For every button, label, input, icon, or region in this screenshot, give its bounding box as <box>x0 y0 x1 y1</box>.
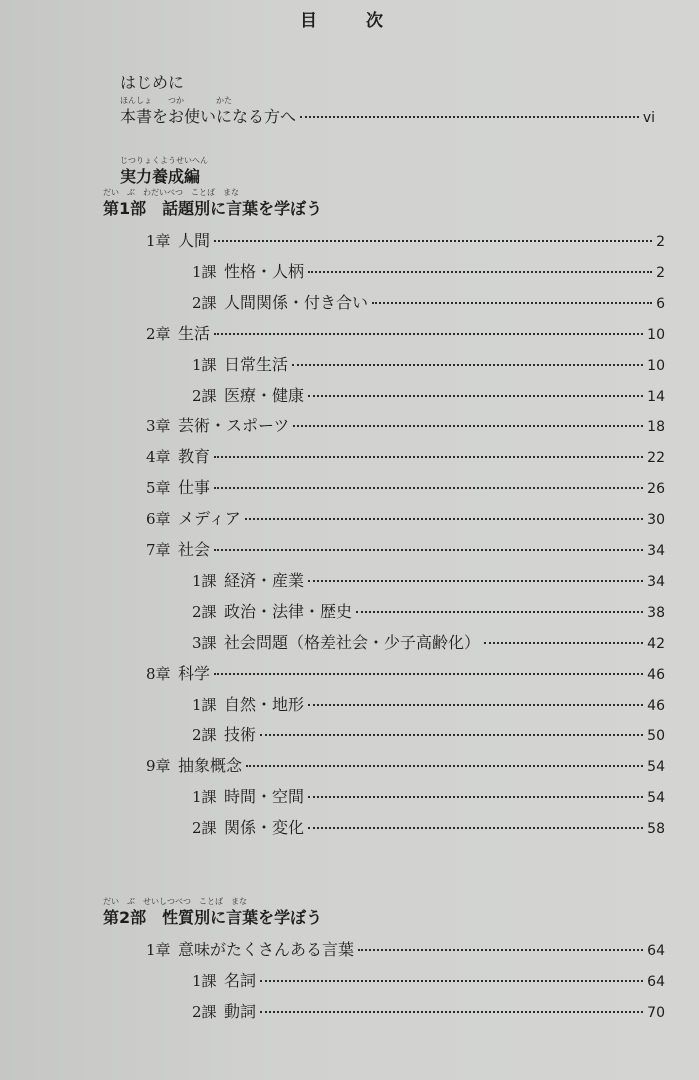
toc-entry-text: 医療・健康 <box>224 385 305 405</box>
leader-dots <box>308 796 643 798</box>
page-number: 6 <box>656 295 665 312</box>
toc-entry-text: 芸術・スポーツ <box>178 416 290 436</box>
toc-entry-label <box>120 96 297 127</box>
leader-dots <box>308 580 643 582</box>
ruby-text: だい ぶ わだいべつ ことば まな <box>103 188 239 197</box>
page-number: 2 <box>656 234 665 250</box>
toc-entry <box>192 352 665 376</box>
entry-number: 3章 <box>146 417 171 436</box>
toc-entry-text: 教育 <box>178 447 211 467</box>
toc-entry <box>192 599 665 623</box>
toc-entry-text: 自然・地形 <box>224 694 305 714</box>
toc-entry-text: 抽象概念 <box>178 756 243 776</box>
page-number: 34 <box>647 543 665 559</box>
toc-entry <box>192 999 665 1023</box>
toc-entry <box>192 290 665 314</box>
toc-entry-text: 人間関係・付き合い <box>224 292 369 312</box>
section-heading-text: 実力養成編 <box>120 167 201 186</box>
toc-entry <box>146 506 665 530</box>
leader-dots <box>308 271 652 273</box>
page-number: 54 <box>647 790 665 807</box>
toc-entry-text: 技術 <box>224 725 257 745</box>
part-heading-text: 第2部 性質別に言葉を学ぼう <box>103 908 323 927</box>
toc-entry-text: 仕事 <box>178 478 211 498</box>
toc-entry <box>146 537 665 561</box>
page-number: 46 <box>647 666 665 683</box>
leader-dots <box>214 240 652 242</box>
toc-entry <box>192 692 665 716</box>
toc-entry <box>192 259 665 283</box>
page-number: vi <box>642 110 655 126</box>
part-heading-text: 第1部 話題別に言葉を学ぼう <box>103 199 323 218</box>
toc-entry-text: 科学 <box>178 663 211 683</box>
page-number: 10 <box>647 326 665 343</box>
toc-entry-text: 時間・空間 <box>224 787 305 807</box>
entry-number: 2課 <box>192 1002 217 1021</box>
entry-number: 2課 <box>192 602 217 621</box>
toc-entry <box>192 568 665 592</box>
page-number: 42 <box>647 635 665 652</box>
toc-entry <box>192 630 665 654</box>
toc-entry-text: 社会問題（格差社会・少子高齢化） <box>224 632 481 652</box>
page-number: 64 <box>647 973 665 990</box>
entry-number: 3課 <box>192 633 217 652</box>
part-heading <box>103 897 323 928</box>
leader-dots <box>293 425 643 427</box>
part-heading <box>103 188 323 219</box>
leader-dots <box>260 980 643 982</box>
page-number: 14 <box>647 388 665 405</box>
toc-entry-text: 本書をお使いになる方へ <box>120 107 297 126</box>
toc-entry <box>146 475 665 499</box>
leader-dots <box>372 302 652 304</box>
entry-number: 1課 <box>192 571 217 590</box>
page-number: 70 <box>647 1004 665 1021</box>
toc-entry <box>192 968 665 992</box>
entry-number: 7章 <box>146 541 171 559</box>
leader-dots <box>214 333 643 335</box>
page-number: 18 <box>647 419 665 436</box>
page-number: 46 <box>647 697 665 714</box>
toc-entry-text: 名詞 <box>224 970 257 990</box>
entry-number: 1課 <box>192 788 217 807</box>
ruby-text: だい ぶ せいしつべつ ことば まな <box>103 897 247 906</box>
toc-entry-text: 日常生活 <box>224 354 289 374</box>
toc-entry <box>146 661 665 685</box>
toc-entry-text: 政治・法律・歴史 <box>224 601 353 621</box>
entry-number: 6章 <box>146 510 171 529</box>
entry-number: 5章 <box>146 479 171 498</box>
toc-entry <box>146 753 665 777</box>
leader-dots <box>260 734 643 736</box>
toc-entry <box>192 784 665 808</box>
entry-number: 2課 <box>192 386 217 405</box>
entry-number: 1課 <box>192 262 217 281</box>
intro-hajimeni: はじめに <box>120 73 185 92</box>
leader-dots <box>300 116 639 118</box>
entry-number: 1課 <box>192 355 217 374</box>
page-number: 38 <box>647 604 665 621</box>
leader-dots <box>292 364 643 366</box>
page-number: 10 <box>647 357 665 374</box>
leader-dots <box>214 456 643 458</box>
leader-dots <box>214 673 643 675</box>
ruby-text: ほんしょ つか かた <box>120 96 232 105</box>
toc-entry-text: 人間 <box>178 231 211 250</box>
entry-number: 1課 <box>192 695 217 714</box>
entry-number: 2課 <box>192 819 217 838</box>
page-number: 26 <box>647 481 665 498</box>
toc-entry-text: 関係・変化 <box>224 818 305 838</box>
page-number: 30 <box>647 512 665 529</box>
ruby-text: じつりょくようせいへん <box>120 156 208 165</box>
entry-number: 1章 <box>146 232 171 250</box>
leader-dots <box>308 704 643 706</box>
leader-dots <box>356 611 643 613</box>
section-heading <box>120 156 208 187</box>
leader-dots <box>246 765 643 767</box>
toc-entry <box>146 321 665 345</box>
toc-entry <box>192 383 665 407</box>
entry-number: 2課 <box>192 293 217 312</box>
leader-dots <box>308 395 643 397</box>
toc-entry-text: メディア <box>178 509 241 529</box>
toc-entry-text: 生活 <box>178 323 211 343</box>
page-number: 64 <box>647 943 665 959</box>
page-number: 22 <box>647 450 665 467</box>
page-number: 58 <box>647 821 665 838</box>
entry-number: 4章 <box>146 448 171 467</box>
toc-entry <box>146 444 665 468</box>
leader-dots <box>245 518 643 520</box>
leader-dots <box>214 487 643 489</box>
toc-entry-text: 社会 <box>178 540 211 559</box>
entry-number: 2章 <box>146 324 171 343</box>
entry-number: 1課 <box>192 971 217 990</box>
leader-dots <box>308 827 643 829</box>
toc-entry <box>146 413 665 437</box>
entry-number: 9章 <box>146 757 171 776</box>
leader-dots <box>484 642 643 644</box>
toc-entry <box>192 722 665 746</box>
page-number: 34 <box>647 573 665 590</box>
toc-entry-text: 性格・人柄 <box>224 261 305 281</box>
leader-dots <box>260 1011 643 1013</box>
leader-dots <box>214 549 643 551</box>
toc-entry-howto <box>120 96 655 128</box>
entry-number: 8章 <box>146 664 171 683</box>
toc-entry-text: 意味がたくさんある言葉 <box>178 940 355 959</box>
toc-entry-text: 経済・産業 <box>224 570 305 590</box>
toc-entry <box>146 937 665 961</box>
entry-number: 2課 <box>192 726 217 745</box>
page-title: 目 次 <box>300 11 399 31</box>
toc-entry <box>146 228 665 252</box>
entry-number: 1章 <box>146 941 171 959</box>
toc-entry-text: 動詞 <box>224 1001 257 1021</box>
toc-entry <box>192 815 665 839</box>
page-number: 50 <box>647 728 665 745</box>
page-number: 2 <box>656 264 665 281</box>
leader-dots <box>358 949 643 951</box>
page-number: 54 <box>647 759 665 776</box>
